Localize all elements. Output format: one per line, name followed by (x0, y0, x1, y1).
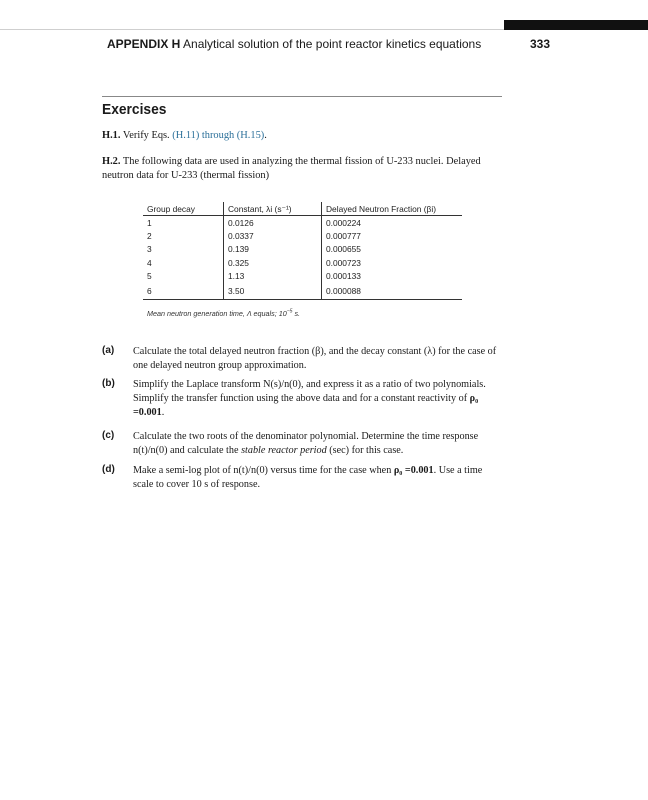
table-cell: 0.139 (224, 243, 322, 256)
header-bar (504, 20, 648, 30)
table-row (143, 256, 462, 269)
table-cell: 1.13 (224, 270, 322, 283)
column-header: Constant, λi (s⁻¹) (224, 202, 322, 216)
table-header-row (143, 202, 462, 216)
reactivity-value: ρ₀ =0.001 (393, 465, 434, 476)
part-body-end: (sec) for this case. (326, 445, 404, 456)
part-text-c (133, 430, 505, 458)
appendix-label: APPENDIX H (107, 37, 181, 51)
table-cell: 0.0126 (224, 216, 322, 230)
part-body-end: . Use a time scale to cover 10 s of response. (133, 465, 483, 490)
table-cell: 0.000723 (322, 256, 463, 269)
reactivity-value: ρ₀ =0.001 (133, 393, 479, 418)
column-header: Group decay (143, 202, 224, 216)
table-row (143, 283, 462, 300)
table-cell: 4 (147, 257, 152, 268)
exercise-number: H.1. (102, 130, 121, 141)
footnote-unit: s. (292, 309, 301, 318)
delayed-neutron-table (143, 202, 462, 300)
table-cell: 3 (147, 244, 152, 255)
exercise-text: Verify Eqs. (122, 130, 173, 141)
part-label-c: (c) (102, 430, 115, 441)
table-cell: 2 (147, 231, 152, 242)
part-body: Make a semi-log plot of n(t)/n(0) versus time for the case when (133, 465, 394, 476)
table-cell: 0.0337 (224, 229, 322, 242)
table-cell: 0.325 (224, 256, 322, 269)
part-body: Simplify the Laplace transform N(s)/n(0), and express it as a ratio of two polynomials. Simplify the transfer function using the above data and for a constant reactivity of (133, 379, 486, 404)
part-text-a (133, 345, 505, 373)
part-body-end: . (161, 407, 165, 418)
part-label-d: (d) (102, 464, 115, 475)
page-number: 333 (529, 37, 550, 51)
exercise-text-end: . (264, 130, 267, 141)
exercise-h1 (102, 129, 502, 143)
section-rule (102, 96, 502, 97)
exercise-number: H.2. (102, 156, 121, 167)
part-text-b (133, 378, 505, 420)
table-cell: 0.000655 (322, 243, 463, 256)
table-cell: 0.000088 (322, 283, 463, 300)
running-head (107, 36, 550, 52)
appendix-title: Analytical solution of the point reactor kinetics equations (183, 37, 482, 51)
part-body: Calculate the total delayed neutron fraction (β), and the decay constant (λ) for the case of one delayed neutron group approximation. (133, 346, 497, 371)
table-row (143, 216, 462, 230)
table-cell: 0.000133 (322, 270, 463, 283)
table-cell: 0.000777 (322, 229, 463, 242)
exercise-h2 (102, 155, 502, 183)
part-body: Calculate the two roots of the denominator polynomial. Determine the time response n(t)/n(0) and calculate the (133, 431, 479, 456)
stable-period-term: stable reactor period (241, 445, 327, 456)
table-cell: 0.000224 (322, 216, 463, 230)
table-cell: 1 (147, 217, 152, 228)
table-row (143, 270, 462, 283)
section-title: Exercises (102, 101, 167, 118)
part-label-b: (b) (102, 378, 115, 389)
table-cell: 3.50 (224, 283, 322, 300)
exercise-text: The following data are used in analyzing the thermal fission of U-233 nuclei. Delayed neutron data for U-233 (thermal fission) (102, 156, 481, 181)
column-header: Delayed Neutron Fraction (βi) (322, 202, 463, 216)
table-footnote (147, 309, 300, 318)
footnote-text: Mean neutron generation time, Λ equals; 10 (147, 309, 287, 318)
table-row (143, 229, 462, 242)
part-label-a: (a) (102, 345, 115, 356)
table-cell: 5 (147, 271, 152, 282)
part-text-d (133, 464, 505, 492)
footnote-exponent: −5 (286, 308, 293, 315)
table-row (143, 243, 462, 256)
table-cell: 6 (143, 283, 224, 300)
equation-link[interactable]: (H.11) through (H.15) (172, 130, 265, 141)
